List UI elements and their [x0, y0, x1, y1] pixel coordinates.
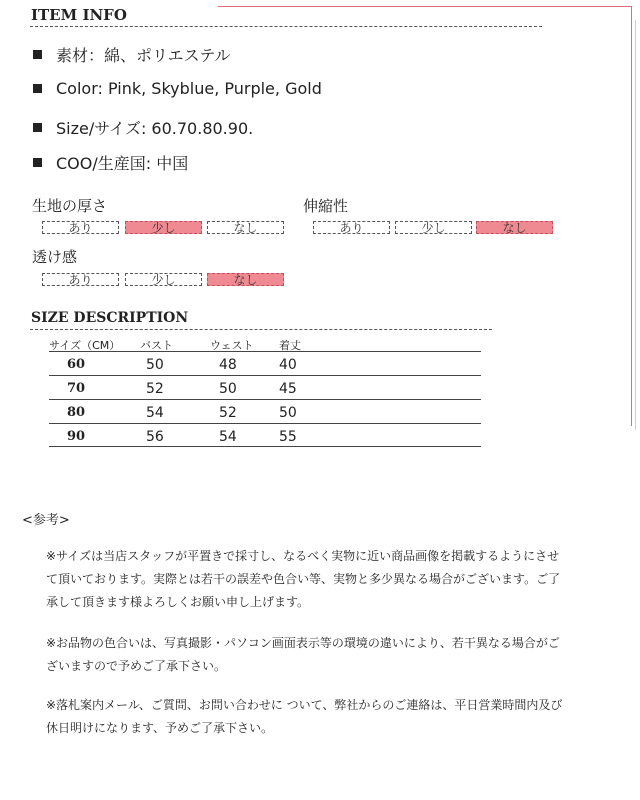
- item-info-heading: ITEM INFO: [31, 6, 127, 24]
- size-col-bust: バスト: [140, 339, 173, 352]
- size-row-line: [49, 399, 481, 400]
- square-bullet-icon: [33, 84, 42, 93]
- size-cell: 45: [279, 381, 297, 397]
- sheer-option-sukoshi: 少し: [125, 273, 202, 286]
- size-cell: 54: [146, 405, 164, 421]
- size-divider: [30, 329, 492, 330]
- size-cell: 90: [67, 429, 86, 444]
- size-heading: SIZE DESCRIPTION: [31, 310, 189, 326]
- thickness-option-sukoshi: 少し: [125, 221, 202, 234]
- size-cell: 80: [67, 405, 86, 420]
- size-col-size: サイズ（CM）: [49, 339, 121, 352]
- decorative-top-line: [218, 6, 632, 7]
- stretch-option-sukoshi: 少し: [395, 221, 472, 234]
- size-cell: 48: [219, 357, 237, 373]
- size-cell: 60: [67, 357, 86, 372]
- item-info-divider: [30, 26, 542, 27]
- bullet-color: [33, 79, 322, 98]
- size-cell: 50: [219, 381, 237, 397]
- bullet-text: Size/サイズ: 60.70.80.90.: [56, 119, 254, 138]
- thickness-option-ari: あり: [42, 221, 119, 234]
- bullet-text: COO/生産国: 中国: [56, 154, 189, 173]
- size-cell: 55: [279, 429, 297, 445]
- size-cell: 54: [219, 429, 237, 445]
- size-cell: 52: [219, 405, 237, 421]
- square-bullet-icon: [33, 123, 42, 132]
- bullet-text: Color: Pink, Skyblue, Purple, Gold: [56, 79, 322, 98]
- size-cell: 50: [279, 405, 297, 421]
- size-cell: 50: [146, 357, 164, 373]
- bullet-material: [33, 43, 231, 66]
- stretch-label: 伸縮性: [303, 197, 349, 215]
- size-row-line: [49, 423, 481, 424]
- size-cell: 56: [146, 429, 164, 445]
- stretch-option-nashi: なし: [476, 221, 553, 234]
- square-bullet-icon: [33, 50, 42, 59]
- size-col-waist: ウェスト: [210, 339, 254, 352]
- bullet-text: 素材：綿、ポリエステル: [56, 46, 231, 65]
- size-cell: 52: [146, 381, 164, 397]
- size-row-line: [49, 446, 481, 447]
- size-cell: 40: [279, 357, 297, 373]
- size-header-line: [49, 351, 481, 352]
- reference-note-size: ※サイズは当店スタッフが平置きで採寸し、なるべく実物に近い商品画像を掲載するようにさせて頂いております。実際とは若干の誤差や色合い等、実物と多少異なる場合がございます。ご了承して頂きます様よろしくお願い申し上げます。: [46, 549, 561, 609]
- sheer-option-ari: あり: [42, 273, 119, 286]
- reference-note-contact: ※落札案内メール、ご質問、お問い合わせに ついて、弊社からのご連絡は、平日営業時間内及び休日明けになります、予めご了承下さい。: [46, 698, 563, 735]
- bullet-coo: [33, 151, 188, 174]
- size-cell: 70: [67, 381, 86, 396]
- reference-title: <参考>: [22, 513, 70, 528]
- square-bullet-icon: [33, 158, 42, 167]
- thickness-option-nashi: なし: [207, 221, 284, 234]
- stretch-option-ari: あり: [313, 221, 390, 234]
- size-row-line: [49, 375, 481, 376]
- sheer-option-nashi: なし: [207, 273, 284, 286]
- bullet-size: [33, 116, 253, 139]
- thickness-label: 生地の厚さ: [32, 197, 108, 215]
- sheer-label: 透け感: [32, 248, 78, 266]
- decorative-right-shadow-line: [635, 20, 636, 430]
- decorative-right-line: [631, 6, 632, 426]
- reference-note-color: ※お品物の色合いは、写真撮影・パソコン画面表示等の環境の違いにより、若干異なる場合がございますので予めご了承下さい。: [46, 636, 560, 673]
- size-col-length: 着丈: [279, 339, 301, 352]
